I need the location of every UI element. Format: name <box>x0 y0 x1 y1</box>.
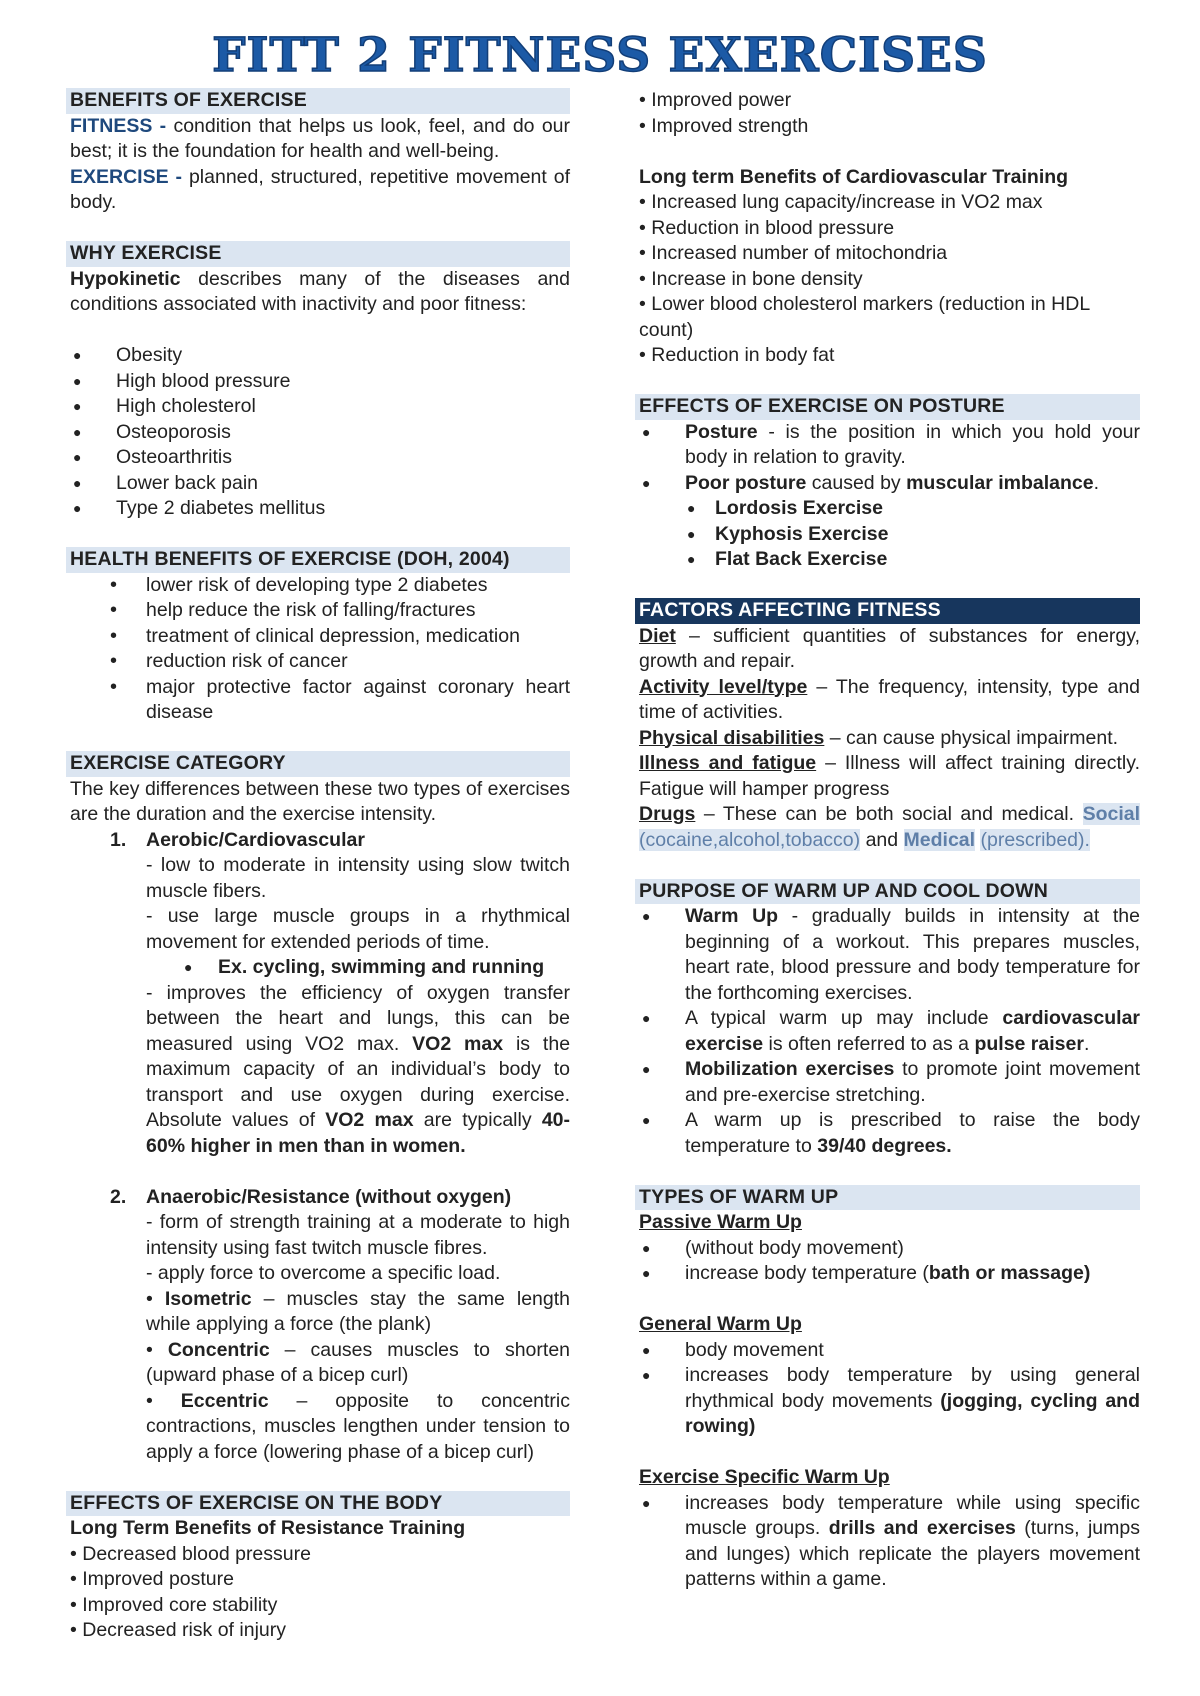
list-item: ● increase body temperature (bath or massage) <box>639 1261 1140 1287</box>
list-item: • major protective factor against coronary heart disease <box>70 675 570 726</box>
eccentric-point: • Eccentric – opposite to concentric contractions, muscles lengthen under tension to apply a force (lowering phase of a bicep curl) <box>146 1389 571 1463</box>
list-item: • Increase in bone density <box>639 267 863 290</box>
passive-warmup-title: Passive Warm Up <box>639 1211 802 1233</box>
list-item: • lower risk of developing type 2 diabetes <box>70 573 570 599</box>
anaerobic-point: - apply force to overcome a specific load. <box>146 1262 501 1284</box>
list-item: • Improved posture <box>70 1568 234 1590</box>
aerobic-heading: 1. Aerobic/Cardiovascular <box>110 828 365 851</box>
fitness-definition: FITNESS - condition that helps us look, feel, and do our best; it is the foundation for health and well-being. <box>70 114 571 162</box>
factor-physical: Physical disabilities – can cause physical impairment. <box>639 726 1119 749</box>
warmup-point: ● A warm up is prescribed to raise the body temperature to 39/40 degrees. <box>639 1108 1140 1159</box>
section-header-posture: EFFECTS OF EXERCISE ON POSTURE <box>635 394 1140 420</box>
list-item: ● Osteoarthritis <box>70 445 570 471</box>
hypokinetic-definition: Hypokinetic describes many of the diseases and conditions associated with inactivity and poor fitness: <box>70 267 570 315</box>
factor-diet: Diet – sufficient quantities of substances for energy, growth and repair. <box>639 624 1140 672</box>
aerobic-example: ● Ex. cycling, swimming and running <box>70 955 570 981</box>
warmup-point: ● A typical warm up may include cardiovascular exercise is often referred to as a pulse raiser. <box>639 1006 1140 1057</box>
list-item: ● Osteoporosis <box>70 420 570 446</box>
aerobic-point: - low to moderate in intensity using slow twitch muscle fibers. <box>146 854 570 902</box>
factor-activity: Activity level/type – The frequency, intensity, type and time of activities. <box>639 675 1141 723</box>
list-item: ● Flat Back Exercise <box>639 547 1140 573</box>
list-item: ● Lordosis Exercise <box>639 496 1140 522</box>
list-item: • Lower blood cholesterol markers (reduction in HDL count) <box>639 293 1090 341</box>
list-item: • Reduction in blood pressure <box>639 216 895 239</box>
left-column <box>70 88 570 1644</box>
list-item: ● Kyphosis Exercise <box>639 522 1140 548</box>
isometric-point: • Isometric – muscles stay the same length while applying a force (the plank) <box>146 1287 570 1335</box>
specific-warmup-title: Exercise Specific Warm Up <box>639 1466 890 1488</box>
list-item: • Increased lung capacity/increase in VO2 max <box>639 191 1043 213</box>
page-title: FITT 2 FITNESS EXERCISES <box>212 28 988 83</box>
right-column <box>639 88 1140 1593</box>
list-item: ● (without body movement) <box>639 1236 1140 1262</box>
list-item: • Improved power <box>639 89 792 111</box>
list-item: • Increased number of mitochondria <box>639 242 948 264</box>
factor-illness: Illness and fatigue – Illness will affect training directly. Fatigue will hamper progress <box>639 752 1140 800</box>
list-item: ● High blood pressure <box>70 369 570 395</box>
factor-drugs: Drugs – These can be both social and medical. Social (cocaine,alcohol,tobacco) and Medical (prescribed). <box>639 803 1141 851</box>
list-item: • Decreased risk of injury <box>70 1619 286 1641</box>
general-warmup-title: General Warm Up <box>639 1313 802 1335</box>
list-item: • reduction risk of cancer <box>70 649 570 675</box>
list-item: ● Obesity <box>70 343 570 369</box>
section-header-benefits: BENEFITS OF EXERCISE <box>66 88 570 114</box>
list-item: ● Lower back pain <box>70 471 570 497</box>
warmup-point: ● Mobilization exercises to promote joint movement and pre-exercise stretching. <box>639 1057 1140 1108</box>
list-item: ● Type 2 diabetes mellitus <box>70 496 570 522</box>
cardio-subheader: Long term Benefits of Cardiovascular Training <box>639 165 1069 188</box>
fitness-term: FITNESS - <box>70 114 167 137</box>
anaerobic-heading: 2. Anaerobic/Resistance (without oxygen) <box>110 1185 512 1208</box>
anaerobic-point: - form of strength training at a moderate to high intensity using fast twitch muscle fibres. <box>146 1211 570 1259</box>
posture-point: ● Posture - is the position in which you hold your body in relation to gravity. <box>639 420 1140 471</box>
poor-posture-point: ● Poor posture caused by muscular imbalance. <box>639 471 1140 497</box>
section-header-effects-body: EFFECTS OF EXERCISE ON THE BODY <box>66 1491 570 1517</box>
list-item: • help reduce the risk of falling/fractures <box>70 598 570 624</box>
list-item: ● body movement <box>639 1338 1140 1364</box>
exercise-term: EXERCISE - <box>70 165 183 188</box>
section-header-factors: FACTORS AFFECTING FITNESS <box>635 598 1140 624</box>
category-intro: The key differences between these two types of exercises are the duration and the exercise intensity. <box>70 777 570 825</box>
list-item: • treatment of clinical depression, medication <box>70 624 570 650</box>
list-item: • Improved strength <box>639 114 809 137</box>
section-header-why-exercise: WHY EXERCISE <box>66 241 570 267</box>
section-header-types-warmup: TYPES OF WARM UP <box>635 1185 1140 1211</box>
list-item: ● High cholesterol <box>70 394 570 420</box>
section-header-purpose: PURPOSE OF WARM UP AND COOL DOWN <box>635 879 1140 905</box>
resistance-subheader: Long Term Benefits of Resistance Training <box>70 1517 466 1539</box>
list-item: • Decreased blood pressure <box>70 1542 311 1565</box>
exercise-definition: EXERCISE - planned, structured, repetitive movement of body. <box>70 165 570 213</box>
aerobic-vo2-text: - improves the efficiency of oxygen transfer between the heart and lungs, this can be measured using VO2 max. VO2 max is the maximum capacity of an individual’s body to transport and use oxygen during exercise. Absolute values of VO2 max are typically 40-60% higher in men than in women. <box>146 981 571 1157</box>
list-item: • Improved core stability <box>70 1593 278 1616</box>
list-item: ● increases body temperature by using general rhythmical body movements (jogging, cycling and rowing) <box>639 1363 1140 1440</box>
concentric-point: • Concentric – causes muscles to shorten (upward phase of a bicep curl) <box>146 1338 571 1386</box>
list-item: • Reduction in body fat <box>639 344 835 366</box>
section-header-health-benefits: HEALTH BENEFITS OF EXERCISE (DOH, 2004) <box>66 547 570 573</box>
section-header-exercise-category: EXERCISE CATEGORY <box>66 751 570 777</box>
list-item: ● increases body temperature while using specific muscle groups. drills and exercises (turns, jumps and lunges) which replicate the players movement patterns within a game. <box>639 1491 1140 1593</box>
aerobic-point: - use large muscle groups in a rhythmical movement for extended periods of time. <box>146 905 570 953</box>
warmup-point: ● Warm Up - gradually builds in intensity at the beginning of a workout. This prepares muscles, heart rate, blood pressure and body temperature for the forthcoming exercises. <box>639 904 1140 1006</box>
